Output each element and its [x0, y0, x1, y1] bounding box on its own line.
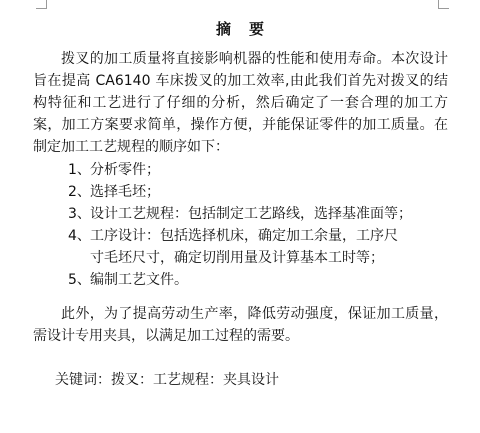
keywords-line: 关键词：拨叉：工艺规程：夹具设计: [55, 372, 279, 388]
list-item: [0, 181, 480, 203]
list-item-number: 5、: [68, 272, 91, 288]
list-item-number: 4、: [68, 228, 91, 244]
list-item: [0, 159, 480, 181]
margin-corner-mark-right: [438, 0, 449, 9]
list-item-text: 设计工艺规程：包括制定工艺路线，选择基准面等；: [90, 206, 412, 222]
list-item-text-wrapper: [80, 225, 450, 269]
process-steps-list: [0, 159, 480, 291]
list-item-text: 编制工艺文件。: [90, 272, 188, 288]
margin-corner-mark-left: [36, 0, 47, 9]
abstract-title: 摘要: [215, 20, 282, 38]
list-item-number: 3、: [68, 206, 91, 222]
list-item: [0, 225, 480, 269]
list-item: [0, 203, 480, 225]
abstract-paragraph-1: 拨叉的加工质量将直接影响机器的性能和使用寿命。本次设计旨在提高 CA6140 车床拨叉的加工效率,由此我们首先对拨叉的结构特征和工艺进行了仔细的分析，然后确定了一套合理的加工方案，加工方案要求简单，操作方便，并能保证零件的加工质量。在制定加工工艺规程的顺序如下：: [33, 51, 448, 155]
list-item-number: 1、: [68, 162, 91, 178]
list-item-text: 分析零件；: [90, 162, 160, 178]
abstract-paragraph-2: 此外，为了提高劳动生产率，降低劳动强度，保证加工质量，需设计专用夹具，以满足加工过程的需要。: [33, 306, 448, 344]
list-item-text: 工序设计：包括选择机床，确定加工余量，工序尺: [90, 228, 398, 244]
list-item: [0, 269, 480, 291]
list-item-text: 选择毛坯；: [90, 184, 160, 200]
list-item-text-continuation: 寸毛坯尺寸，确定切削用量及计算基本工时等；: [90, 250, 384, 266]
list-item-number: 2、: [68, 184, 91, 200]
